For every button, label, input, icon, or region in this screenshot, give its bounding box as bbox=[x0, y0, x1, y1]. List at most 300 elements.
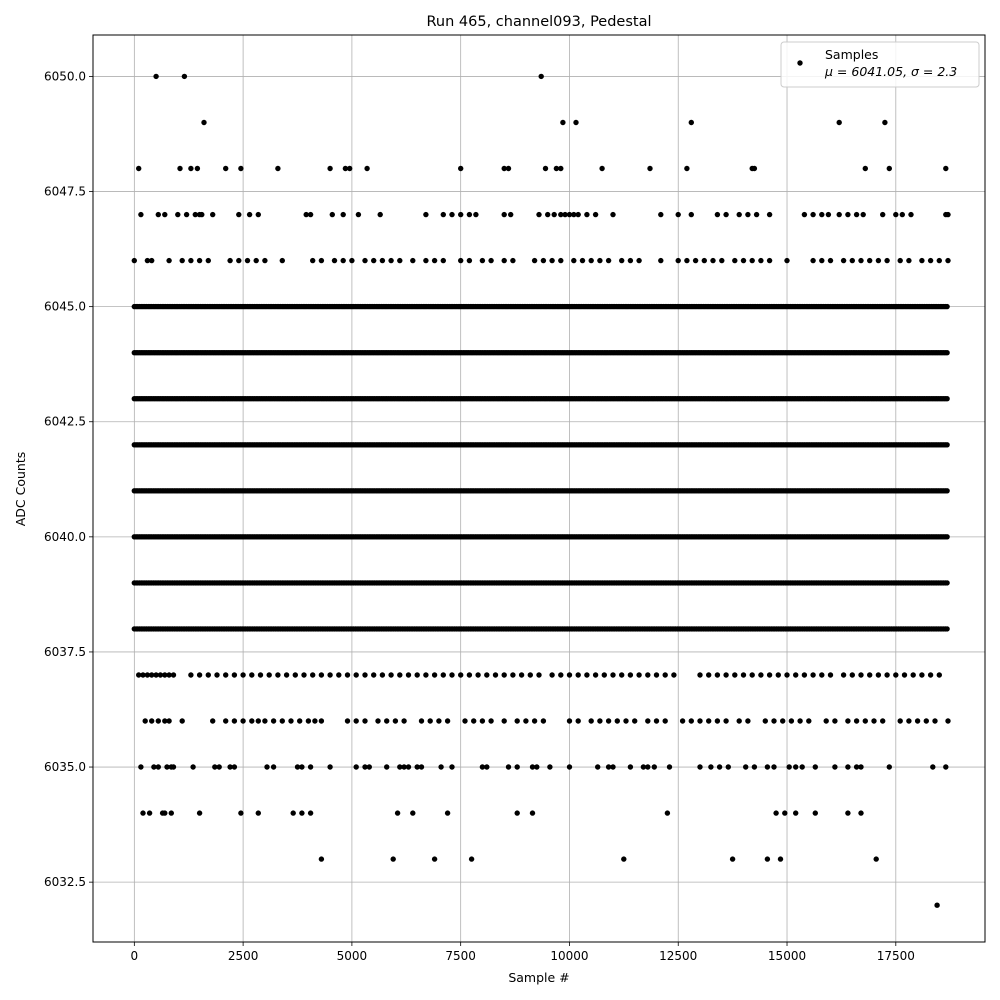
data-point bbox=[697, 718, 702, 723]
data-point bbox=[654, 672, 659, 677]
data-point bbox=[723, 672, 728, 677]
data-point bbox=[567, 764, 572, 769]
data-point bbox=[882, 120, 887, 125]
data-point bbox=[539, 74, 544, 79]
data-point bbox=[647, 166, 652, 171]
data-point bbox=[506, 764, 511, 769]
data-point bbox=[558, 672, 563, 677]
data-point bbox=[171, 764, 176, 769]
data-point bbox=[510, 672, 515, 677]
data-point bbox=[845, 212, 850, 217]
data-point bbox=[441, 212, 446, 217]
data-point bbox=[837, 120, 842, 125]
data-point bbox=[410, 258, 415, 263]
data-point bbox=[632, 718, 637, 723]
data-point bbox=[341, 212, 346, 217]
data-point bbox=[449, 672, 454, 677]
data-point bbox=[943, 764, 948, 769]
data-point bbox=[547, 764, 552, 769]
data-point bbox=[689, 212, 694, 217]
y-tick-label: 6040.0 bbox=[44, 529, 86, 544]
data-point bbox=[919, 258, 924, 263]
data-point bbox=[787, 764, 792, 769]
data-point bbox=[884, 672, 889, 677]
data-point bbox=[536, 672, 541, 677]
data-point bbox=[247, 212, 252, 217]
data-point bbox=[532, 258, 537, 263]
data-point bbox=[580, 258, 585, 263]
data-point bbox=[367, 764, 372, 769]
data-point bbox=[375, 718, 380, 723]
data-point bbox=[684, 258, 689, 263]
data-point bbox=[706, 718, 711, 723]
data-point bbox=[628, 672, 633, 677]
data-point bbox=[441, 258, 446, 263]
data-point bbox=[327, 166, 332, 171]
data-point bbox=[906, 718, 911, 723]
data-point bbox=[819, 672, 824, 677]
data-point bbox=[863, 718, 868, 723]
data-point bbox=[362, 718, 367, 723]
x-tick-label: 15000 bbox=[767, 949, 807, 963]
data-point bbox=[706, 672, 711, 677]
data-point bbox=[299, 764, 304, 769]
legend bbox=[781, 42, 979, 87]
data-point bbox=[610, 764, 615, 769]
data-point bbox=[264, 764, 269, 769]
data-point bbox=[384, 718, 389, 723]
data-point bbox=[726, 764, 731, 769]
data-point bbox=[752, 764, 757, 769]
data-point bbox=[484, 672, 489, 677]
data-point bbox=[824, 718, 829, 723]
data-point bbox=[676, 212, 681, 217]
data-point bbox=[599, 166, 604, 171]
data-point bbox=[356, 212, 361, 217]
data-point bbox=[232, 764, 237, 769]
data-point bbox=[449, 212, 454, 217]
data-point bbox=[288, 718, 293, 723]
data-point bbox=[782, 810, 787, 815]
data-point bbox=[306, 718, 311, 723]
data-point bbox=[249, 718, 254, 723]
data-point bbox=[258, 672, 263, 677]
data-point bbox=[523, 718, 528, 723]
y-tick-label: 6037.5 bbox=[44, 644, 86, 659]
data-point bbox=[928, 258, 933, 263]
data-point bbox=[861, 212, 866, 217]
data-point bbox=[395, 810, 400, 815]
data-point bbox=[397, 672, 402, 677]
data-point bbox=[680, 718, 685, 723]
data-point bbox=[262, 258, 267, 263]
data-point bbox=[438, 764, 443, 769]
data-point bbox=[593, 672, 598, 677]
data-point bbox=[180, 718, 185, 723]
data-point bbox=[301, 672, 306, 677]
data-point bbox=[458, 258, 463, 263]
data-point bbox=[610, 212, 615, 217]
data-point bbox=[419, 718, 424, 723]
data-point bbox=[867, 672, 872, 677]
data-point bbox=[584, 672, 589, 677]
data-point bbox=[845, 810, 850, 815]
data-point bbox=[902, 672, 907, 677]
data-point bbox=[911, 672, 916, 677]
data-point bbox=[508, 212, 513, 217]
data-point bbox=[467, 258, 472, 263]
data-point bbox=[156, 718, 161, 723]
data-point bbox=[280, 718, 285, 723]
data-point bbox=[132, 258, 137, 263]
data-point bbox=[175, 212, 180, 217]
data-point bbox=[308, 212, 313, 217]
data-point bbox=[723, 718, 728, 723]
data-point bbox=[256, 810, 261, 815]
data-point bbox=[388, 258, 393, 263]
data-point bbox=[380, 672, 385, 677]
data-point bbox=[737, 718, 742, 723]
data-point bbox=[371, 258, 376, 263]
data-point bbox=[449, 764, 454, 769]
data-point bbox=[558, 258, 563, 263]
data-point bbox=[567, 718, 572, 723]
data-point bbox=[915, 718, 920, 723]
data-point bbox=[693, 258, 698, 263]
data-point bbox=[354, 764, 359, 769]
data-point bbox=[944, 350, 949, 355]
data-point bbox=[254, 258, 259, 263]
data-point bbox=[597, 718, 602, 723]
data-point bbox=[810, 212, 815, 217]
data-point bbox=[945, 212, 950, 217]
data-point bbox=[488, 258, 493, 263]
data-point bbox=[717, 764, 722, 769]
data-point bbox=[190, 764, 195, 769]
data-point bbox=[876, 672, 881, 677]
x-tick-label: 5000 bbox=[336, 949, 368, 963]
data-point bbox=[765, 764, 770, 769]
data-point bbox=[944, 626, 949, 631]
data-point bbox=[797, 718, 802, 723]
data-point bbox=[880, 212, 885, 217]
data-point bbox=[589, 718, 594, 723]
x-axis-label: Sample # bbox=[508, 970, 570, 985]
data-point bbox=[249, 672, 254, 677]
data-point bbox=[732, 672, 737, 677]
data-point bbox=[636, 258, 641, 263]
data-point bbox=[354, 718, 359, 723]
data-point bbox=[832, 764, 837, 769]
data-point bbox=[388, 672, 393, 677]
data-point bbox=[136, 166, 141, 171]
data-point bbox=[802, 212, 807, 217]
data-point bbox=[876, 258, 881, 263]
data-point bbox=[362, 258, 367, 263]
data-point bbox=[900, 212, 905, 217]
legend-stats: μ = 6041.05, σ = 2.3 bbox=[825, 64, 958, 79]
data-point bbox=[689, 718, 694, 723]
data-point bbox=[510, 258, 515, 263]
data-point bbox=[602, 672, 607, 677]
data-point bbox=[169, 810, 174, 815]
data-point bbox=[745, 718, 750, 723]
data-point bbox=[223, 672, 228, 677]
data-point bbox=[256, 718, 261, 723]
data-point bbox=[371, 672, 376, 677]
data-point bbox=[432, 258, 437, 263]
data-point bbox=[240, 672, 245, 677]
data-point bbox=[906, 258, 911, 263]
data-point bbox=[773, 810, 778, 815]
data-point bbox=[530, 810, 535, 815]
data-point bbox=[475, 672, 480, 677]
data-point bbox=[754, 212, 759, 217]
data-point bbox=[780, 718, 785, 723]
data-point bbox=[819, 212, 824, 217]
data-point bbox=[397, 258, 402, 263]
data-point bbox=[850, 672, 855, 677]
data-point bbox=[467, 672, 472, 677]
data-point bbox=[619, 672, 624, 677]
data-point bbox=[610, 672, 615, 677]
data-point bbox=[863, 166, 868, 171]
data-point bbox=[458, 212, 463, 217]
data-point bbox=[519, 672, 524, 677]
data-point bbox=[793, 672, 798, 677]
data-point bbox=[541, 718, 546, 723]
data-point bbox=[802, 672, 807, 677]
data-point bbox=[767, 672, 772, 677]
data-point bbox=[715, 672, 720, 677]
data-point bbox=[944, 442, 949, 447]
data-point bbox=[813, 810, 818, 815]
data-point bbox=[406, 672, 411, 677]
data-point bbox=[858, 810, 863, 815]
data-point bbox=[819, 258, 824, 263]
y-tick-label: 6050.0 bbox=[44, 69, 86, 84]
data-point bbox=[227, 258, 232, 263]
data-point bbox=[534, 764, 539, 769]
data-point bbox=[197, 810, 202, 815]
data-point bbox=[944, 488, 949, 493]
data-point bbox=[423, 672, 428, 677]
data-point bbox=[898, 718, 903, 723]
data-point bbox=[771, 718, 776, 723]
data-point bbox=[558, 166, 563, 171]
data-point bbox=[549, 258, 554, 263]
data-point bbox=[924, 718, 929, 723]
data-point bbox=[750, 672, 755, 677]
data-point bbox=[297, 718, 302, 723]
data-point bbox=[445, 810, 450, 815]
data-point bbox=[493, 672, 498, 677]
data-point bbox=[606, 718, 611, 723]
data-point bbox=[327, 764, 332, 769]
data-point bbox=[336, 672, 341, 677]
data-point bbox=[793, 764, 798, 769]
data-point bbox=[708, 764, 713, 769]
data-point bbox=[467, 212, 472, 217]
data-point bbox=[845, 718, 850, 723]
data-point bbox=[319, 718, 324, 723]
data-point bbox=[552, 212, 557, 217]
data-point bbox=[793, 810, 798, 815]
data-point bbox=[223, 166, 228, 171]
data-point bbox=[663, 718, 668, 723]
data-point bbox=[730, 856, 735, 861]
data-point bbox=[138, 212, 143, 217]
data-point bbox=[232, 718, 237, 723]
data-point bbox=[147, 810, 152, 815]
data-point bbox=[810, 258, 815, 263]
legend-marker bbox=[797, 60, 802, 65]
data-point bbox=[615, 718, 620, 723]
data-point bbox=[197, 672, 202, 677]
data-point bbox=[576, 212, 581, 217]
data-point bbox=[240, 718, 245, 723]
data-point bbox=[515, 718, 520, 723]
data-point bbox=[930, 764, 935, 769]
data-point bbox=[937, 672, 942, 677]
data-point bbox=[473, 212, 478, 217]
data-point bbox=[945, 258, 950, 263]
data-point bbox=[573, 120, 578, 125]
data-point bbox=[162, 810, 167, 815]
data-point bbox=[480, 258, 485, 263]
data-point bbox=[378, 212, 383, 217]
data-point bbox=[715, 718, 720, 723]
data-point bbox=[560, 120, 565, 125]
data-point bbox=[944, 304, 949, 309]
data-point bbox=[723, 212, 728, 217]
data-point bbox=[153, 74, 158, 79]
data-point bbox=[837, 212, 842, 217]
data-point bbox=[928, 672, 933, 677]
data-point bbox=[349, 258, 354, 263]
x-tick-label: 7500 bbox=[445, 949, 476, 963]
data-point bbox=[854, 718, 859, 723]
data-point bbox=[621, 856, 626, 861]
data-point bbox=[541, 258, 546, 263]
data-point bbox=[854, 212, 859, 217]
data-point bbox=[308, 810, 313, 815]
data-point bbox=[858, 672, 863, 677]
data-point bbox=[515, 810, 520, 815]
data-point bbox=[652, 764, 657, 769]
y-tick-label: 6042.5 bbox=[44, 414, 86, 429]
data-point bbox=[502, 212, 507, 217]
data-point bbox=[752, 166, 757, 171]
data-point bbox=[156, 764, 161, 769]
data-point bbox=[401, 718, 406, 723]
data-point bbox=[410, 810, 415, 815]
chart-title: Run 465, channel093, Pedestal bbox=[426, 14, 652, 30]
data-point bbox=[347, 166, 352, 171]
data-point bbox=[841, 258, 846, 263]
data-point bbox=[880, 718, 885, 723]
data-point bbox=[576, 718, 581, 723]
data-point bbox=[271, 718, 276, 723]
data-point bbox=[919, 672, 924, 677]
data-point bbox=[236, 212, 241, 217]
data-point bbox=[606, 258, 611, 263]
data-point bbox=[280, 258, 285, 263]
data-point bbox=[138, 764, 143, 769]
data-point bbox=[199, 212, 204, 217]
data-point bbox=[162, 212, 167, 217]
data-point bbox=[887, 166, 892, 171]
data-point bbox=[867, 258, 872, 263]
data-point bbox=[177, 166, 182, 171]
data-point bbox=[745, 212, 750, 217]
data-point bbox=[828, 258, 833, 263]
data-point bbox=[567, 672, 572, 677]
data-point bbox=[197, 258, 202, 263]
data-point bbox=[201, 120, 206, 125]
data-point bbox=[571, 258, 576, 263]
data-point bbox=[684, 166, 689, 171]
data-point bbox=[182, 74, 187, 79]
data-point bbox=[528, 672, 533, 677]
data-point bbox=[645, 672, 650, 677]
y-tick-label: 6045.0 bbox=[44, 299, 86, 314]
data-point bbox=[595, 764, 600, 769]
data-point bbox=[480, 718, 485, 723]
data-point bbox=[502, 718, 507, 723]
data-point bbox=[310, 258, 315, 263]
data-point bbox=[188, 672, 193, 677]
data-point bbox=[391, 856, 396, 861]
data-point bbox=[589, 258, 594, 263]
data-point bbox=[800, 764, 805, 769]
data-point bbox=[871, 718, 876, 723]
y-tick-label: 6032.5 bbox=[44, 875, 86, 890]
data-point bbox=[810, 672, 815, 677]
data-point bbox=[432, 856, 437, 861]
data-point bbox=[384, 764, 389, 769]
data-point bbox=[271, 764, 276, 769]
data-point bbox=[206, 258, 211, 263]
data-point bbox=[275, 672, 280, 677]
data-point bbox=[697, 764, 702, 769]
data-point bbox=[319, 856, 324, 861]
data-point bbox=[789, 718, 794, 723]
data-point bbox=[236, 258, 241, 263]
data-point bbox=[502, 258, 507, 263]
data-point bbox=[826, 212, 831, 217]
data-point bbox=[645, 718, 650, 723]
data-point bbox=[469, 856, 474, 861]
data-point bbox=[156, 212, 161, 217]
data-point bbox=[893, 212, 898, 217]
data-point bbox=[471, 718, 476, 723]
data-point bbox=[319, 258, 324, 263]
data-point bbox=[364, 166, 369, 171]
data-point bbox=[143, 718, 148, 723]
data-point bbox=[741, 672, 746, 677]
data-point bbox=[354, 672, 359, 677]
x-tick-label: 0 bbox=[130, 949, 139, 963]
data-point bbox=[828, 672, 833, 677]
data-point bbox=[462, 718, 467, 723]
data-point bbox=[944, 396, 949, 401]
data-point bbox=[532, 718, 537, 723]
data-point bbox=[784, 672, 789, 677]
data-point bbox=[419, 764, 424, 769]
data-point bbox=[689, 120, 694, 125]
data-point bbox=[428, 718, 433, 723]
